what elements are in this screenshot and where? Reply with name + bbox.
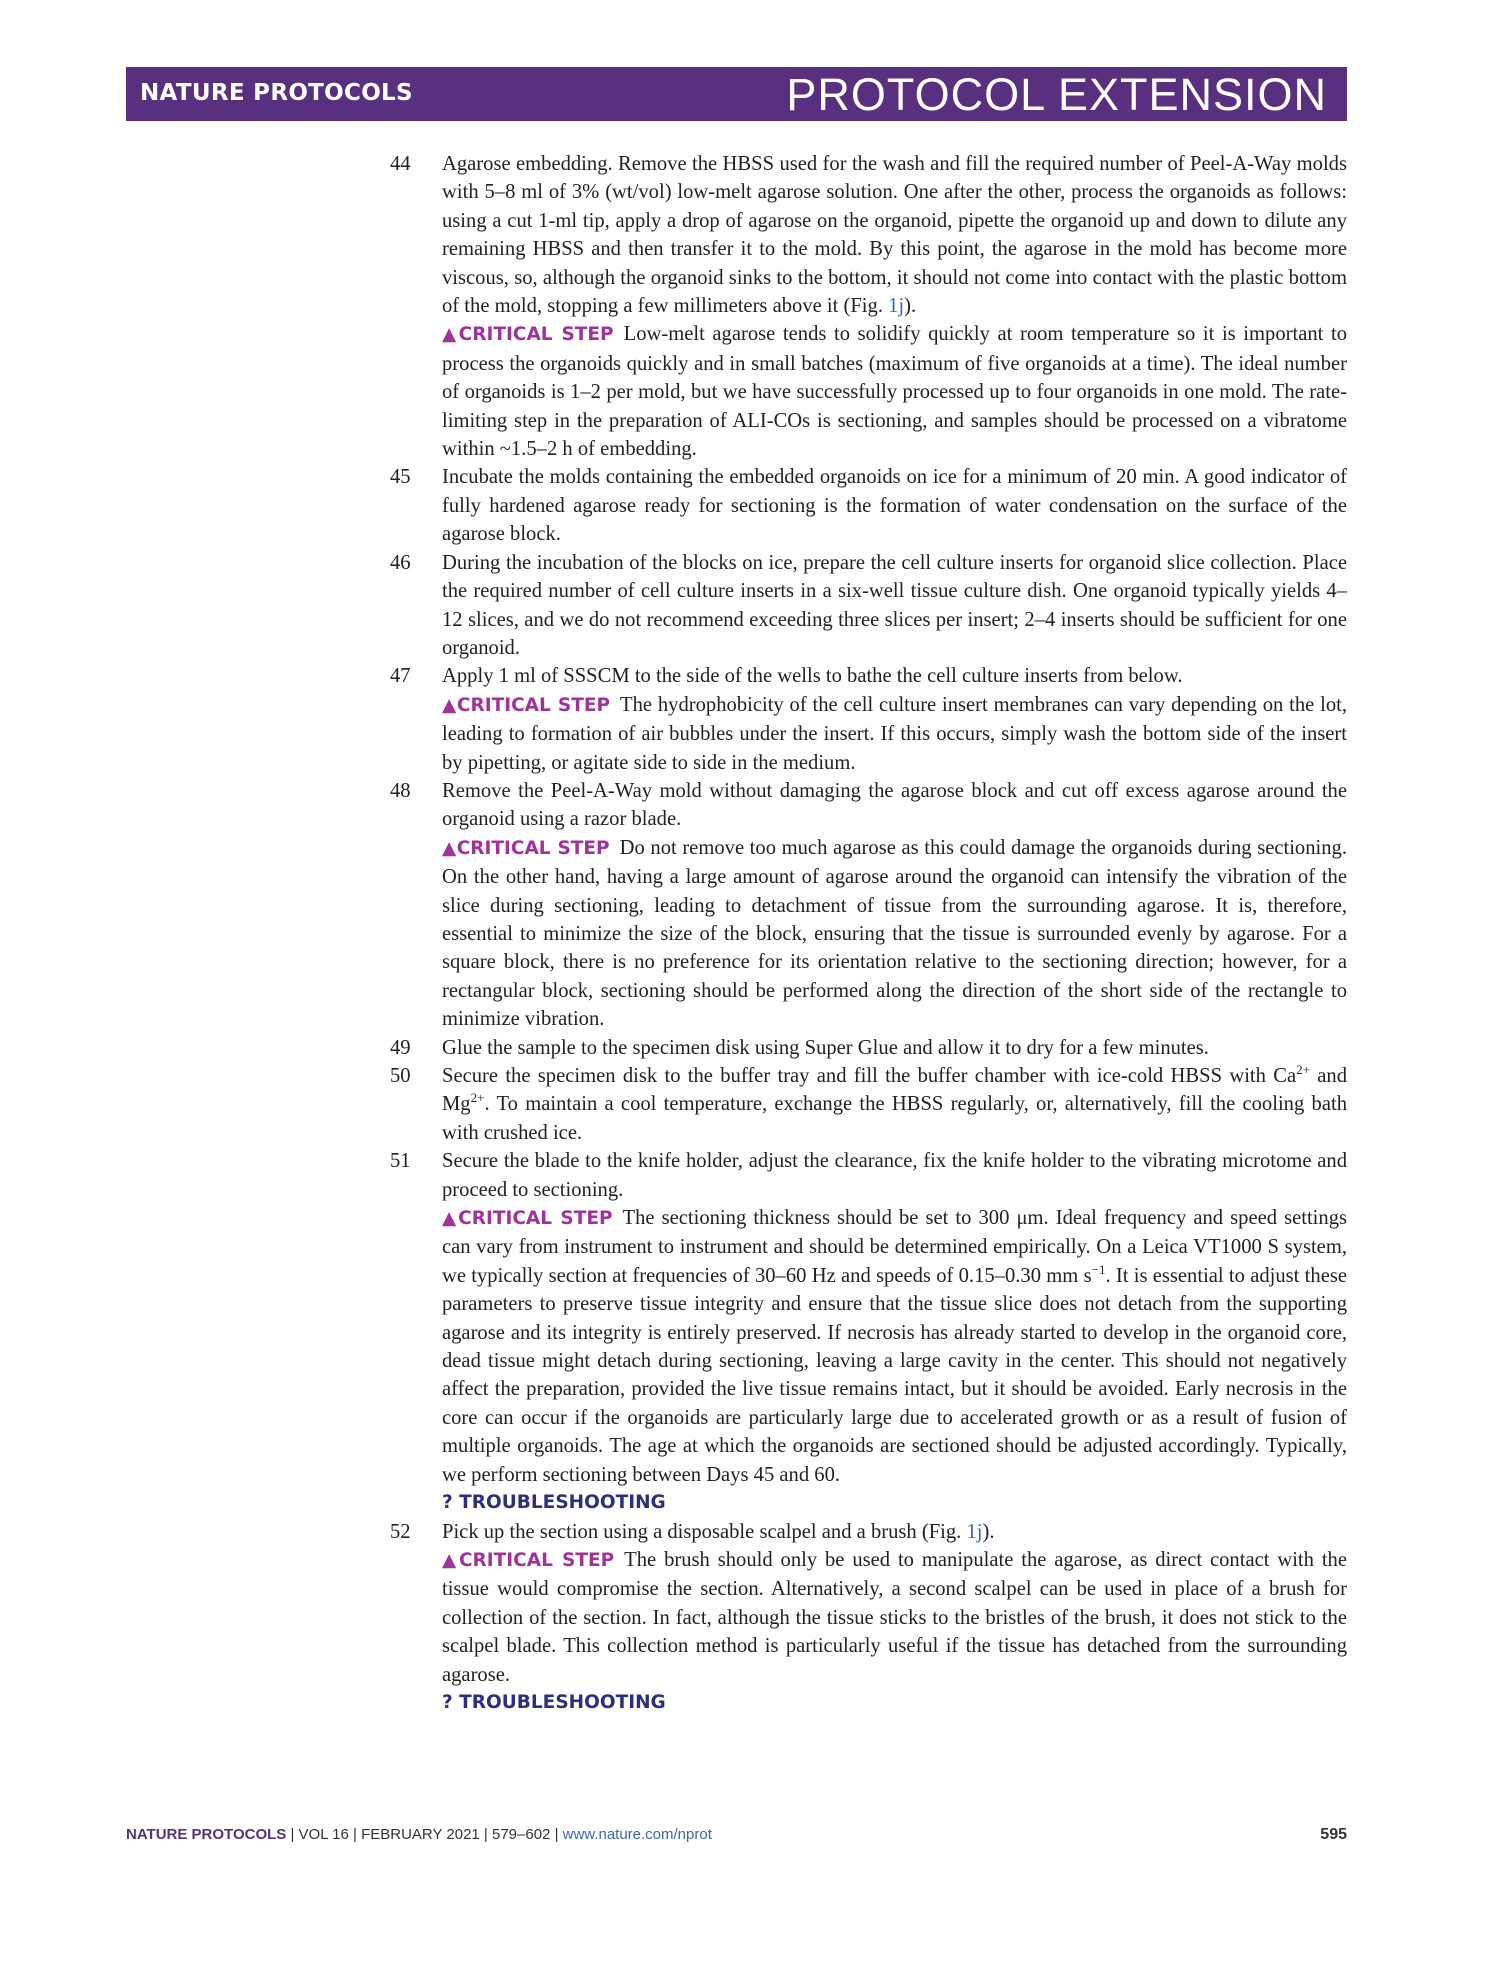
figure-link[interactable]: 1j [888,295,905,318]
step-text: During the incubation of the blocks on ice, prepare the cell culture inserts for organoid slice collection. Place the required number of cell culture inserts in a six-well tissue culture dish. One organoid typically yields 4–12 slices, and we do not recommend exceeding three slices per insert; 2–4 inserts should be sufficient for one organoid. [442,551,1347,659]
step-number: 44 [390,153,411,175]
troubleshooting-label: ? TROUBLESHOOTING [442,1691,666,1713]
critical-step-note: ▲CRITICAL STEP Low-melt agarose tends to solidify quickly at room temperature so it is important to process the organoids quickly and in small batches (maximum of five organoids at a time). The ideal number of organoids is 1–2 per mold, but we have successfully processed up to four organoids in one mold. The rate-limiting step in the preparation of ALI-COs is sectioning, and samples should be processed on a vibratome within ~1.5–2 h of embedding. [442,323,1347,461]
step-number: 52 [390,1520,411,1543]
critical-step-note: ▲CRITICAL STEP Do not remove too much agarose as this could damage the organoids during sectioning. On the other hand, having a large amount of agarose around the organoid can intensify the vibration of the slice during sectioning, leading to detachment of tissue from the surrounding agarose. It is, therefore, essential to minimize the size of the block, ensuring that the tissue is surrounded evenly by agarose. For a square block, there is no preference for its orientation relative to the sectioning direction; however, for a rectangular block, sectioning should be performed along the direction of the short side of the rectangle to minimize vibration. [442,836,1347,1031]
critical-step-note: ▲CRITICAL STEP The brush should only be used to manipulate the agarose, as direct contact with the tissue would compromise the section. Alternatively, a second scalpel can be used in place of a brush for collection of the section. In fact, although the tissue sticks to the bristles of the brush, it does not stick to the scalpel blade. This collection method is particularly useful if the tissue has detached from the surrounding agarose. [442,1548,1347,1686]
footer-issue: VOL 16 [298,1826,349,1843]
page-footer [126,1826,1347,1850]
step-text: Incubate the molds containing the embedded organoids on ice for a minimum of 20 min. A good indicator of fully hardened agarose ready for sectioning is the formation of water condensation on the surface of the agarose block. [442,466,1347,546]
step-number: 45 [390,466,411,489]
critical-step-label: ▲CRITICAL STEP [442,837,610,859]
page-header-bar [126,67,1347,121]
step-46 [390,549,1347,663]
step-number: 50 [390,1065,411,1087]
charge-superscript: 2+ [1296,1062,1310,1078]
step-44 [390,150,1347,320]
step-text: Secure the blade to the knife holder, adjust the clearance, fix the knife holder to the vibrating microtome and proceed to sectioning. [442,1150,1347,1201]
step-number: 48 [390,779,411,802]
critical-step-label: ▲CRITICAL STEP [442,1208,613,1230]
step-45 [390,463,1347,548]
step-text: Secure the specimen disk to the buffer tray and fill the buffer chamber with ice-cold HBSS with $Ca^{2+}$ and $Mg^{2+}$. To maintain a cool temperature, exchange the HBSS regularly, or, alternatively, fill the cooling bath with crushed ice. [442,1062,1347,1144]
step-48 [390,777,1347,834]
step-text: Remove the Peel-A-Way mold without damaging the agarose block and cut off excess agarose around the organoid using a razor blade. [442,779,1347,831]
footer-citation: NATURE PROTOCOLS | VOL 16 | FEBRUARY 2021 | 579–602 | www.nature.com/nprot [126,1826,712,1843]
critical-step-label: ▲CRITICAL STEP [442,324,614,346]
footer-date: FEBRUARY 2021 [361,1826,480,1843]
step-number: 47 [390,665,411,688]
protocol-steps [390,150,1347,1717]
critical-step-label: ▲CRITICAL STEP [442,1549,615,1571]
critical-step-note: ▲CRITICAL STEP The hydrophobicity of the cell culture insert membranes can vary depending on the lot, leading to formation of air bubbles under the insert. If this occurs, simply wash the bottom side of the insert by pipetting, or agitate side to side in the medium. [442,693,1347,774]
step-text: Glue the sample to the specimen disk using Super Glue and allow it to dry for a few minutes. [442,1036,1209,1059]
step-text: Agarose embedding. Remove the HBSS used for the wash and fill the required number of Peel-A-Way molds with 5–8 ml of 3% (wt/vol) low-melt agarose solution. One after the other, process the organoids as follows: using a cut 1-ml tip, apply a drop of agarose on the organoid, pipette the organoid up and down to dilute any remaining HBSS and then transfer it to the mold. By this point, the agarose in the mold has become more viscous, so, although the organoid sinks to the bottom, it should not come into contact with the plastic bottom of the mold, stopping a few millimeters above it (Fig. 1j). [442,153,1347,318]
step-51 [390,1147,1347,1204]
step-number: 49 [390,1036,411,1059]
page-number: 595 [1320,1826,1347,1843]
figure-link[interactable]: 1j [966,1520,983,1543]
troubleshooting-label: ? TROUBLESHOOTING [442,1492,666,1514]
footer-url-link[interactable]: www.nature.com/nprot [562,1826,712,1843]
critical-step-label: ▲CRITICAL STEP [442,694,611,716]
step-49 [390,1034,1347,1062]
step-number: 46 [390,551,411,574]
section-type: PROTOCOL EXTENSION [786,69,1327,120]
step-text: Pick up the section using a disposable scalpel and a brush (Fig. 1j). [442,1520,995,1543]
charge-superscript: 2+ [470,1090,485,1106]
step-text: Apply 1 ml of SSSCM to the side of the wells to bathe the cell culture inserts from below. [442,665,1183,688]
step-number: 51 [390,1150,411,1173]
step-47 [390,662,1347,690]
step-52 [390,1518,1347,1546]
unit-superscript: −1 [1091,1261,1106,1277]
step-50 [390,1062,1347,1147]
critical-step-note: ▲CRITICAL STEP The sectioning thickness should be set to 300 μm. Ideal frequency and speed settings can vary from instrument to instrument and should be determined empirically. On a Leica VT1000 S system, we typically section at frequencies of 30–60 Hz and speeds of 0.15–0.30 mm $s^{-1}$. It is essential to adjust these parameters to preserve tissue integrity and ensure that the tissue slice does not detach from the supporting agarose and its integrity is entirely preserved. If necrosis has already started to develop in the organoid core, dead tissue might detach during sectioning, leaving a large cavity in the center. This should not negatively affect the preparation, provided the live tissue remains intact, but it should be avoided. Early necrosis in the core can occur if the organoids are particularly large due to accelerated growth or as a result of fusion of multiple organoids. The age at which the organoids are sectioned should be adjusted accordingly. Typically, we perform sectioning between Days 45 and 60. [442,1207,1348,1486]
footer-journal: NATURE PROTOCOLS [126,1826,287,1843]
journal-name: NATURE PROTOCOLS [140,80,413,106]
footer-pages: 579–602 [492,1826,551,1843]
